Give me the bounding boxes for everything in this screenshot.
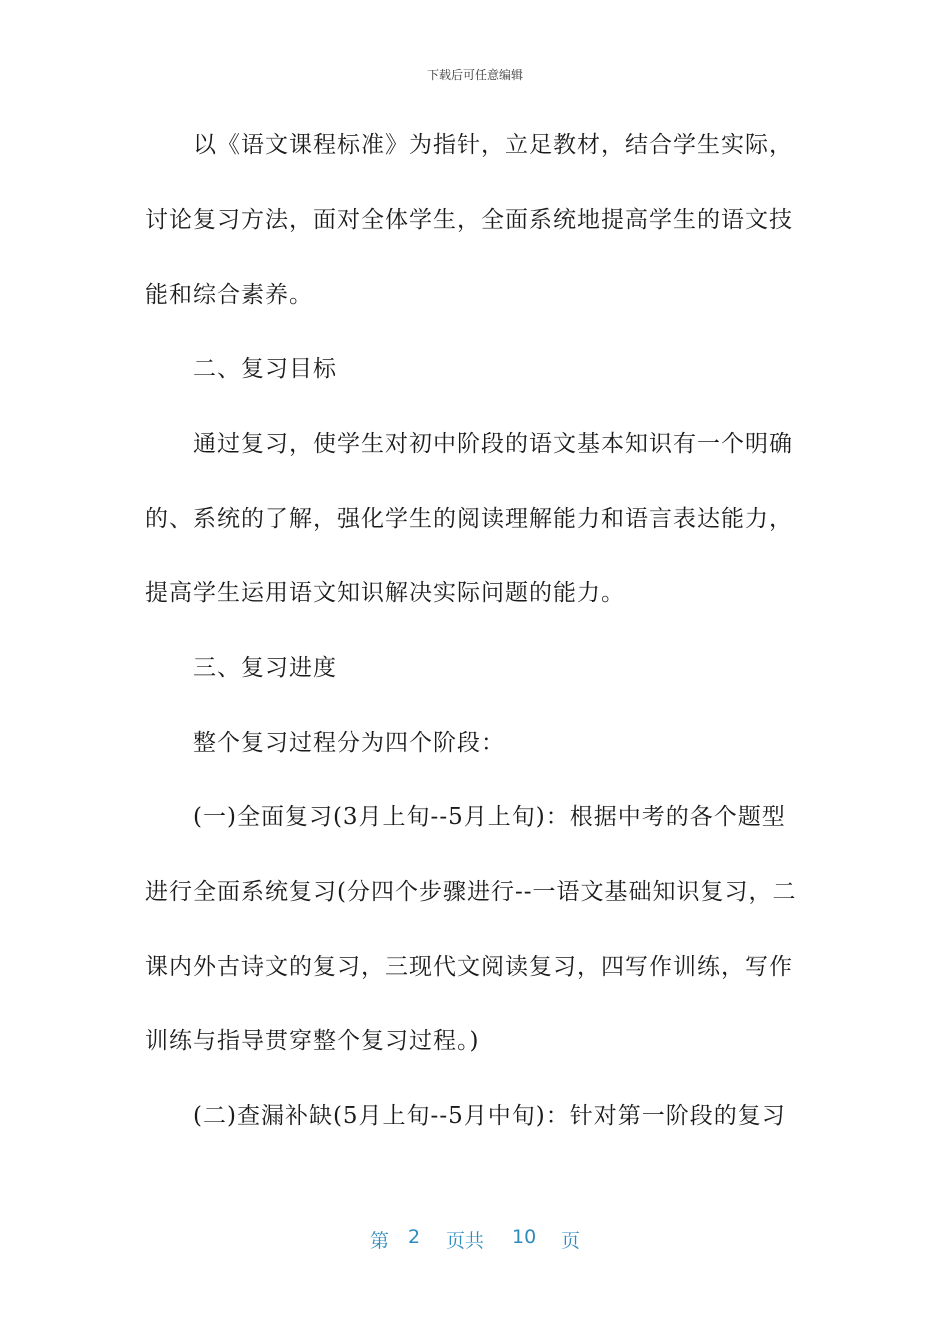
paragraph-line: 通过复习，使学生对初中阶段的语文基本知识有一个明确 [193, 431, 793, 457]
paragraph-line: 训练与指导贯穿整个复习过程。) [145, 1028, 480, 1054]
footer-prefix: 第 [370, 1230, 390, 1252]
paragraph-line: (一)全面复习(3月上旬--5月上旬)：根据中考的各个题型 [193, 804, 786, 830]
total-pages-number: 10 [512, 1226, 537, 1248]
paragraph-line: 的、系统的了解，强化学生的阅读理解能力和语言表达能力， [145, 506, 793, 532]
paragraph-line: 提高学生运用语文知识解决实际问题的能力。 [145, 580, 625, 606]
paragraph-line: 以《语文课程标准》为指针，立足教材，结合学生实际， [193, 132, 793, 158]
footer-middle: 页共 [446, 1230, 485, 1252]
current-page-number: 2 [408, 1226, 421, 1248]
section-heading: 三、复习进度 [193, 655, 337, 681]
header-note: 下载后可任意编辑 [426, 68, 523, 82]
paragraph-line: 整个复习过程分为四个阶段： [193, 730, 505, 756]
footer-suffix: 页 [561, 1230, 581, 1252]
paragraph-line: 能和综合素养。 [145, 282, 313, 308]
section-heading: 二、复习目标 [193, 356, 337, 382]
paragraph-line: 进行全面系统复习(分四个步骤进行--一语文基础知识复习，二 [145, 879, 797, 905]
paragraph-line: 讨论复习方法，面对全体学生，全面系统地提高学生的语文技 [145, 207, 793, 233]
paragraph-line: 课内外古诗文的复习，三现代文阅读复习，四写作训练，写作 [145, 954, 793, 980]
paragraph-line: (二)查漏补缺(5月上旬--5月中旬)：针对第一阶段的复习 [193, 1103, 786, 1129]
